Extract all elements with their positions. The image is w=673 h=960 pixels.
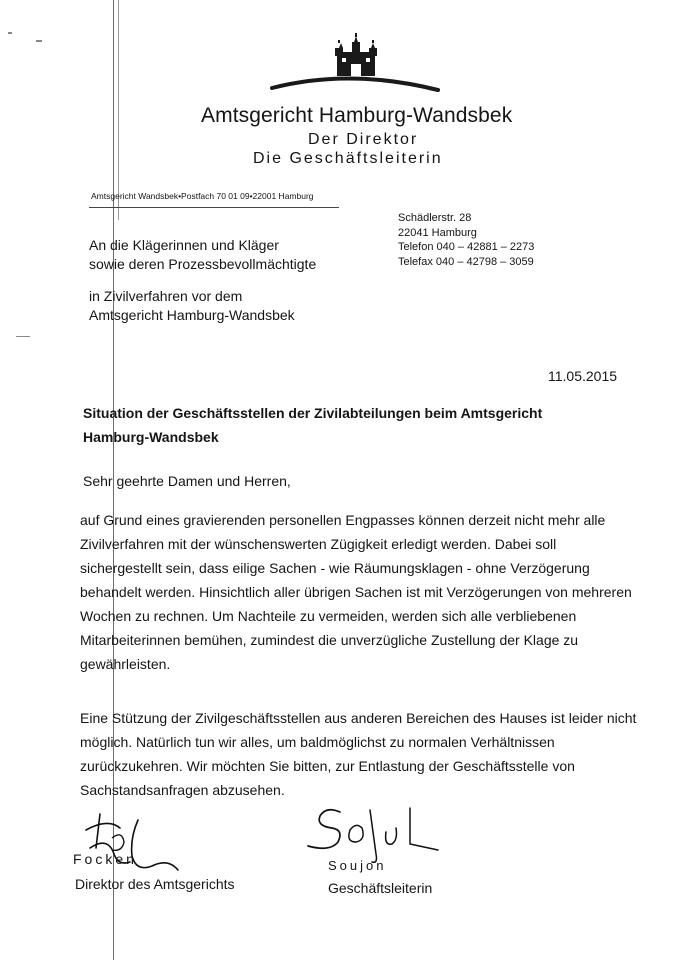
letterhead-director: Der Direktor <box>308 131 419 148</box>
body-paragraph: Eine Stützung der Zivilgeschäftsstellen aus anderen Bereichen des Hauses ist leider nicht möglich. Natürlich tun wir alles, um baldmöglichst zu normalen Verhältnissen zurückzukehren. Wir möchten Sie bitten, zur Entlastung der Geschäftsstelle von Sachstandsanfragen abzusehen. <box>80 710 637 798</box>
sender-fax: Telefax 040 – 42798 – 3059 <box>398 255 534 268</box>
recipient-block <box>89 236 316 274</box>
court-name: Amtsgericht Hamburg-Wandsbek <box>201 104 513 127</box>
subject-line: Situation der Geschäftsstellen der Zivilabteilungen beim Amtsgericht Hamburg-Wandsbek <box>83 405 543 445</box>
sender-city: 22041 Hamburg <box>398 226 477 239</box>
signer-right-title: Geschäftsleiterin <box>328 880 433 896</box>
return-address: Amtsgericht Wandsbek•Postfach 70 01 09•22001 Hamburg <box>91 191 314 201</box>
recipient-line: An die Klägerinnen und Kläger <box>89 237 279 253</box>
scan-speck <box>8 32 12 34</box>
recipient-block-2 <box>89 287 295 325</box>
body-paragraph: auf Grund eines gravierenden personellen Engpasses können derzeit nicht mehr alle Zivilverfahren mit der wünschenswerten Zügigkeit erledigt werden. Dabei soll sichergestellt sein, dass eilige Sachen - wie Räumungsklagen - ohne Verzögerung behandelt werden. Hinsichtlich aller übrigen Sachen ist mit Verzögerungen von mehreren Wochen zu rechnen. Um Nachteile zu vermeiden, werden sich alle verbliebenen Mitarbeiterinnen bemühen, zumindest die unverzügliche Zustellung der Klage zu gewährleisten. <box>80 512 632 672</box>
signature-left <box>78 808 208 878</box>
signer-right-name: Soujon <box>328 858 387 873</box>
letter-date: 11.05.2015 <box>548 368 618 384</box>
scan-speck <box>36 40 42 42</box>
hamburg-castle-icon <box>260 30 450 100</box>
signer-left-title: Direktor des Amtsgerichts <box>75 876 235 892</box>
recipient-line: sowie deren Prozessbevollmächtigte <box>89 256 317 272</box>
scan-speck <box>16 336 30 337</box>
sender-street: Schädlerstr. 28 <box>398 212 472 224</box>
return-address-rule <box>89 207 339 208</box>
recipient-line: in Zivilverfahren vor dem <box>89 288 243 304</box>
recipient-line: Amtsgericht Hamburg-Wandsbek <box>89 307 295 323</box>
sender-phone: Telefon 040 – 42881 – 2273 <box>398 241 535 253</box>
sender-address <box>398 211 534 269</box>
fold-line-secondary <box>118 0 119 220</box>
salutation: Sehr geehrte Damen und Herren, <box>83 473 291 489</box>
signer-left-name: Focken <box>73 851 137 867</box>
signature-right <box>298 800 478 870</box>
letterhead-manager: Die Geschäftsleiterin <box>253 150 443 167</box>
